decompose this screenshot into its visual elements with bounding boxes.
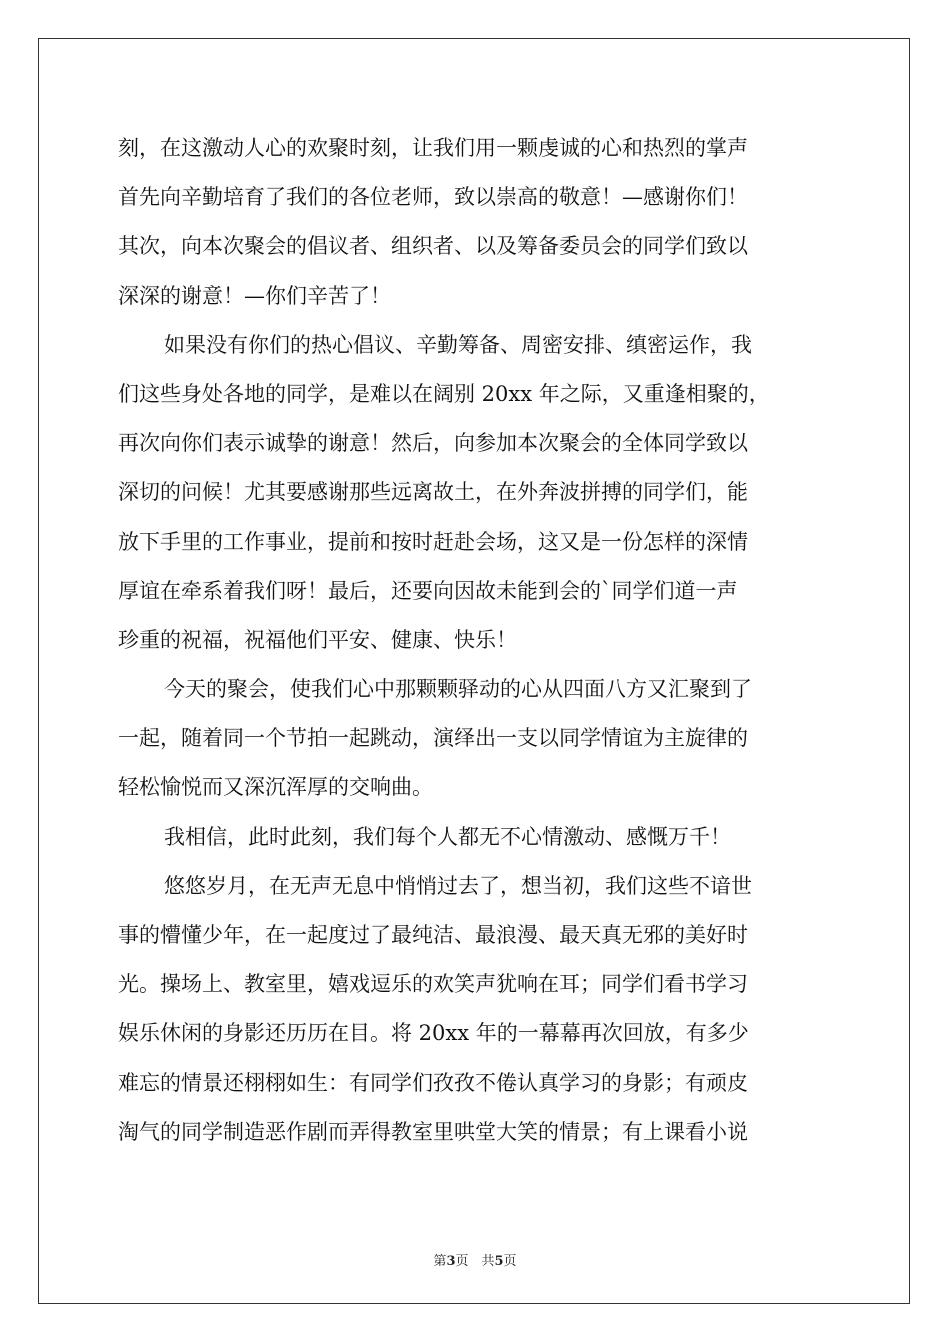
current-page-number: 3 [446,1254,456,1269]
text-line: 淘气的同学制造恶作剧而弄得教室里哄堂大笑的情景；有上课看小说 [118,1119,748,1144]
text-line: 其次，向本次聚会的倡议者、组织者、以及筹备委员会的同学们致以 [118,234,748,259]
text-line: 一起，随着同一个节拍一起跳动，演绎出一支以同学情谊为主旋律的 [118,726,748,751]
text-line: 娱乐休闲的身影还历历在目。将 20xx 年的一幕幕再次回放，有多少 [118,1021,749,1046]
text-line: 深切的问候！尤其要感谢那些远离故土，在外奔波拼搏的同学们，能 [118,480,748,505]
text-line: 事的懵懂少年，在一起度过了最纯洁、最浪漫、最天真无邪的美好时 [118,923,748,947]
footer-mid: 页 共 [455,1254,495,1269]
text-line: 厚谊在牵系着我们呀！最后，还要向因故未能到会的`同学们道一声 [118,578,738,603]
text-line: 今天的聚会，使我们心中那颗颗驿动的心从四面八方又汇聚到了 [164,677,752,702]
text-line: 们这些身处各地的同学，是难以在阔别 20xx 年之际，又重逢相聚的， [118,381,770,406]
total-page-number: 5 [494,1254,504,1269]
text-line: 再次向你们表示诚挚的谢意！然后，向参加本次聚会的全体同学致以 [118,431,748,456]
text-line: 我相信，此时此刻，我们每个人都无不心情激动、感慨万千！ [164,824,731,849]
document-body [118,124,834,1157]
text-line: 难忘的情景还栩栩如生：有同学们孜孜不倦认真学习的身影；有顽皮 [118,1070,748,1095]
text-line: 悠悠岁月，在无声无息中悄悄过去了，想当初，我们这些不谙世 [164,873,752,898]
text-line: 珍重的祝福，祝福他们平安、健康、快乐！ [118,627,517,652]
page-footer [0,1250,950,1269]
footer-prefix: 第 [433,1254,447,1269]
text-line: 轻松愉悦而又深沉浑厚的交响曲。 [118,775,433,800]
text-line: 刻，在这激动人心的欢聚时刻，让我们用一颗虔诚的心和热烈的掌声 [118,136,748,160]
text-line: 光。操场上、教室里，嬉戏逗乐的欢笑声犹响在耳；同学们看书学习 [118,972,748,997]
text-line: 首先向辛勤培育了我们的各位老师，致以崇高的敬意！—感谢你们！ [118,185,748,210]
text-line: 放下手里的工作事业，提前和按时赶赴会场，这又是一份怎样的深情 [118,529,748,554]
footer-suffix: 页 [503,1254,517,1269]
text-line: 如果没有你们的热心倡议、辛勤筹备、周密安排、缜密运作，我 [164,332,752,357]
text-line: 深深的谢意！—你们辛苦了！ [118,283,391,308]
